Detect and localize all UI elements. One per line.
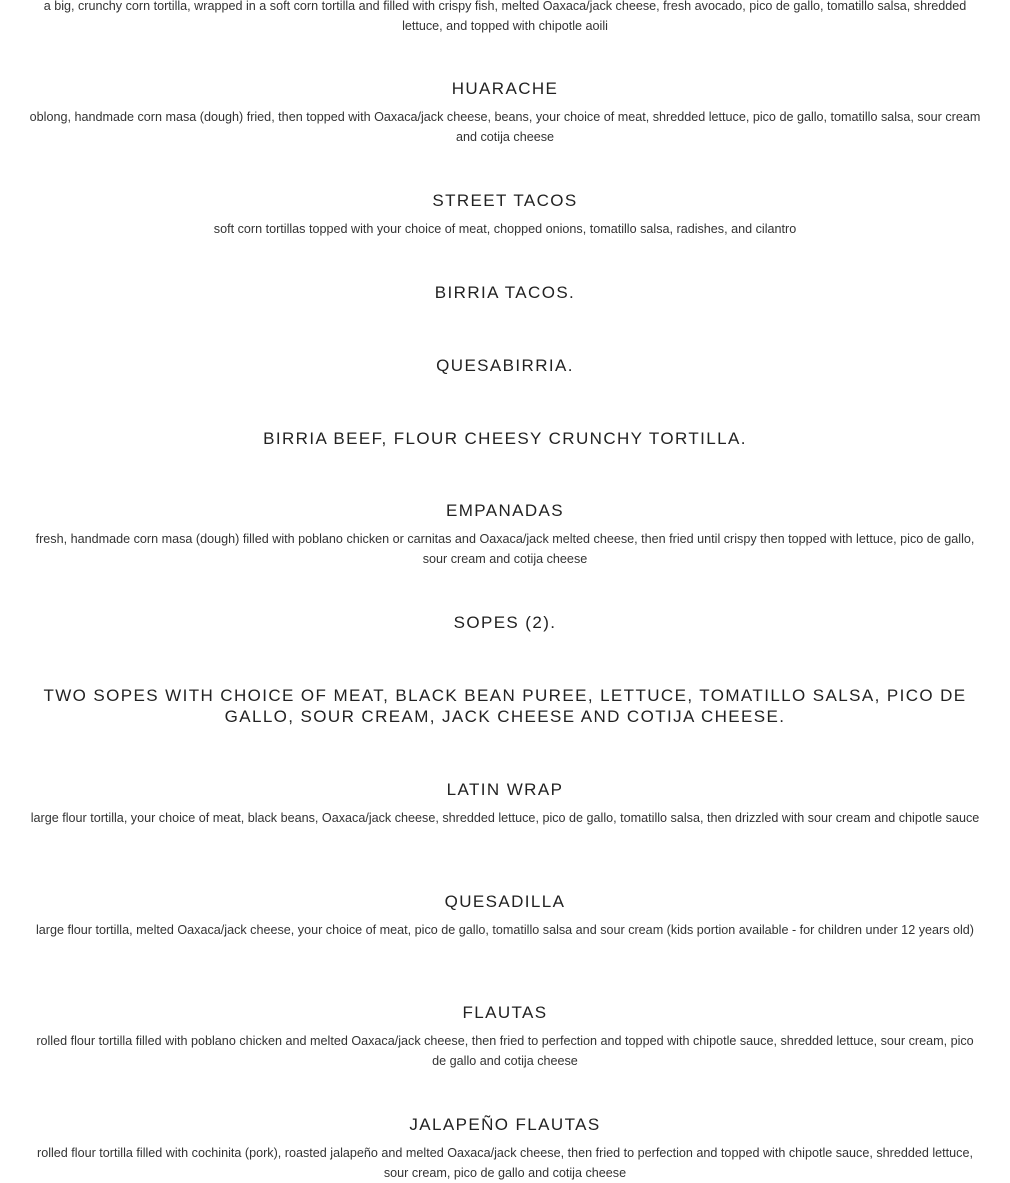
item-title: QUESABIRRIA. (436, 356, 574, 375)
menu-item-intro (28, 0, 982, 36)
menu-item-street-tacos (28, 190, 982, 239)
menu-item-empanadas (28, 500, 982, 569)
item-title: JALAPEÑO FLAUTAS (409, 1115, 601, 1134)
item-title: QUESADILLA (444, 892, 566, 911)
item-title: TWO SOPES WITH CHOICE OF MEAT, BLACK BEAN PUREE, LETTUCE, TOMATILLO SALSA, PICO DE GALLO, SOUR CREAM, JACK CHEESE AND COTIJA CHEESE. (43, 686, 967, 726)
menu-item-latin-wrap (28, 779, 982, 828)
item-description: rolled flour tortilla filled with cochinita (pork), roasted jalapeño and melted Oaxaca/jack cheese, then fried to perfection and topped with chipotle sauce, shredded lettuce, sour cream, pico de gallo and cotija cheese (37, 1146, 973, 1180)
menu-item-flautas (28, 1002, 982, 1071)
menu-item-birria-tacos (28, 282, 982, 303)
item-title: LATIN WRAP (446, 780, 564, 799)
menu-item-birria-beef (28, 428, 982, 449)
item-description: oblong, handmade corn masa (dough) fried, then topped with Oaxaca/jack cheese, beans, your choice of meat, shredded lettuce, pico de gallo, tomatillo salsa, sour cream and cotija cheese (29, 110, 981, 144)
item-description: large flour tortilla, melted Oaxaca/jack cheese, your choice of meat, pico de gallo, tomatillo salsa and sour cream (kids portion available - for children under 12 years old) (35, 923, 974, 937)
menu-item-jalapeno-flautas (28, 1114, 982, 1183)
item-description: rolled flour tortilla filled with poblano chicken and melted Oaxaca/jack cheese, then fried to perfection and topped with chipotle sauce, shredded lettuce, sour cream, pico de gallo and cotija cheese (36, 1034, 974, 1068)
item-title: HUARACHE (451, 79, 559, 98)
item-description: a big, crunchy corn tortilla, wrapped in a soft corn tortilla and filled with crispy fish, melted Oaxaca/jack cheese, fresh avocado, pico de gallo, tomatillo salsa, shredded lettuce, and topped with chipotle aoili (43, 0, 967, 33)
item-title: SOPES (2). (453, 613, 557, 632)
menu-item-quesadilla (28, 891, 982, 940)
item-description: fresh, handmade corn masa (dough) filled with poblano chicken or carnitas and Oaxaca/jack melted cheese, then fried until crispy then topped with lettuce, pico de gallo, sour cream and cotija cheese (35, 532, 975, 566)
menu-item-sopes (28, 612, 982, 633)
item-title: FLAUTAS (462, 1003, 548, 1022)
menu-item-huarache (28, 78, 982, 147)
item-title: BIRRIA BEEF, FLOUR CHEESY CRUNCHY TORTILLA. (263, 429, 747, 448)
item-title: EMPANADAS (445, 501, 565, 520)
item-description: large flour tortilla, your choice of meat, black beans, Oaxaca/jack cheese, shredded lettuce, pico de gallo, tomatillo salsa, then drizzled with sour cream and chipotle sauce (30, 811, 980, 825)
menu-item-quesabirria (28, 355, 982, 376)
item-title: STREET TACOS (432, 191, 578, 210)
menu-item-two-sopes (28, 685, 982, 727)
item-title: BIRRIA TACOS. (434, 283, 576, 302)
item-description: soft corn tortillas topped with your choice of meat, chopped onions, tomatillo salsa, radishes, and cilantro (213, 222, 797, 236)
